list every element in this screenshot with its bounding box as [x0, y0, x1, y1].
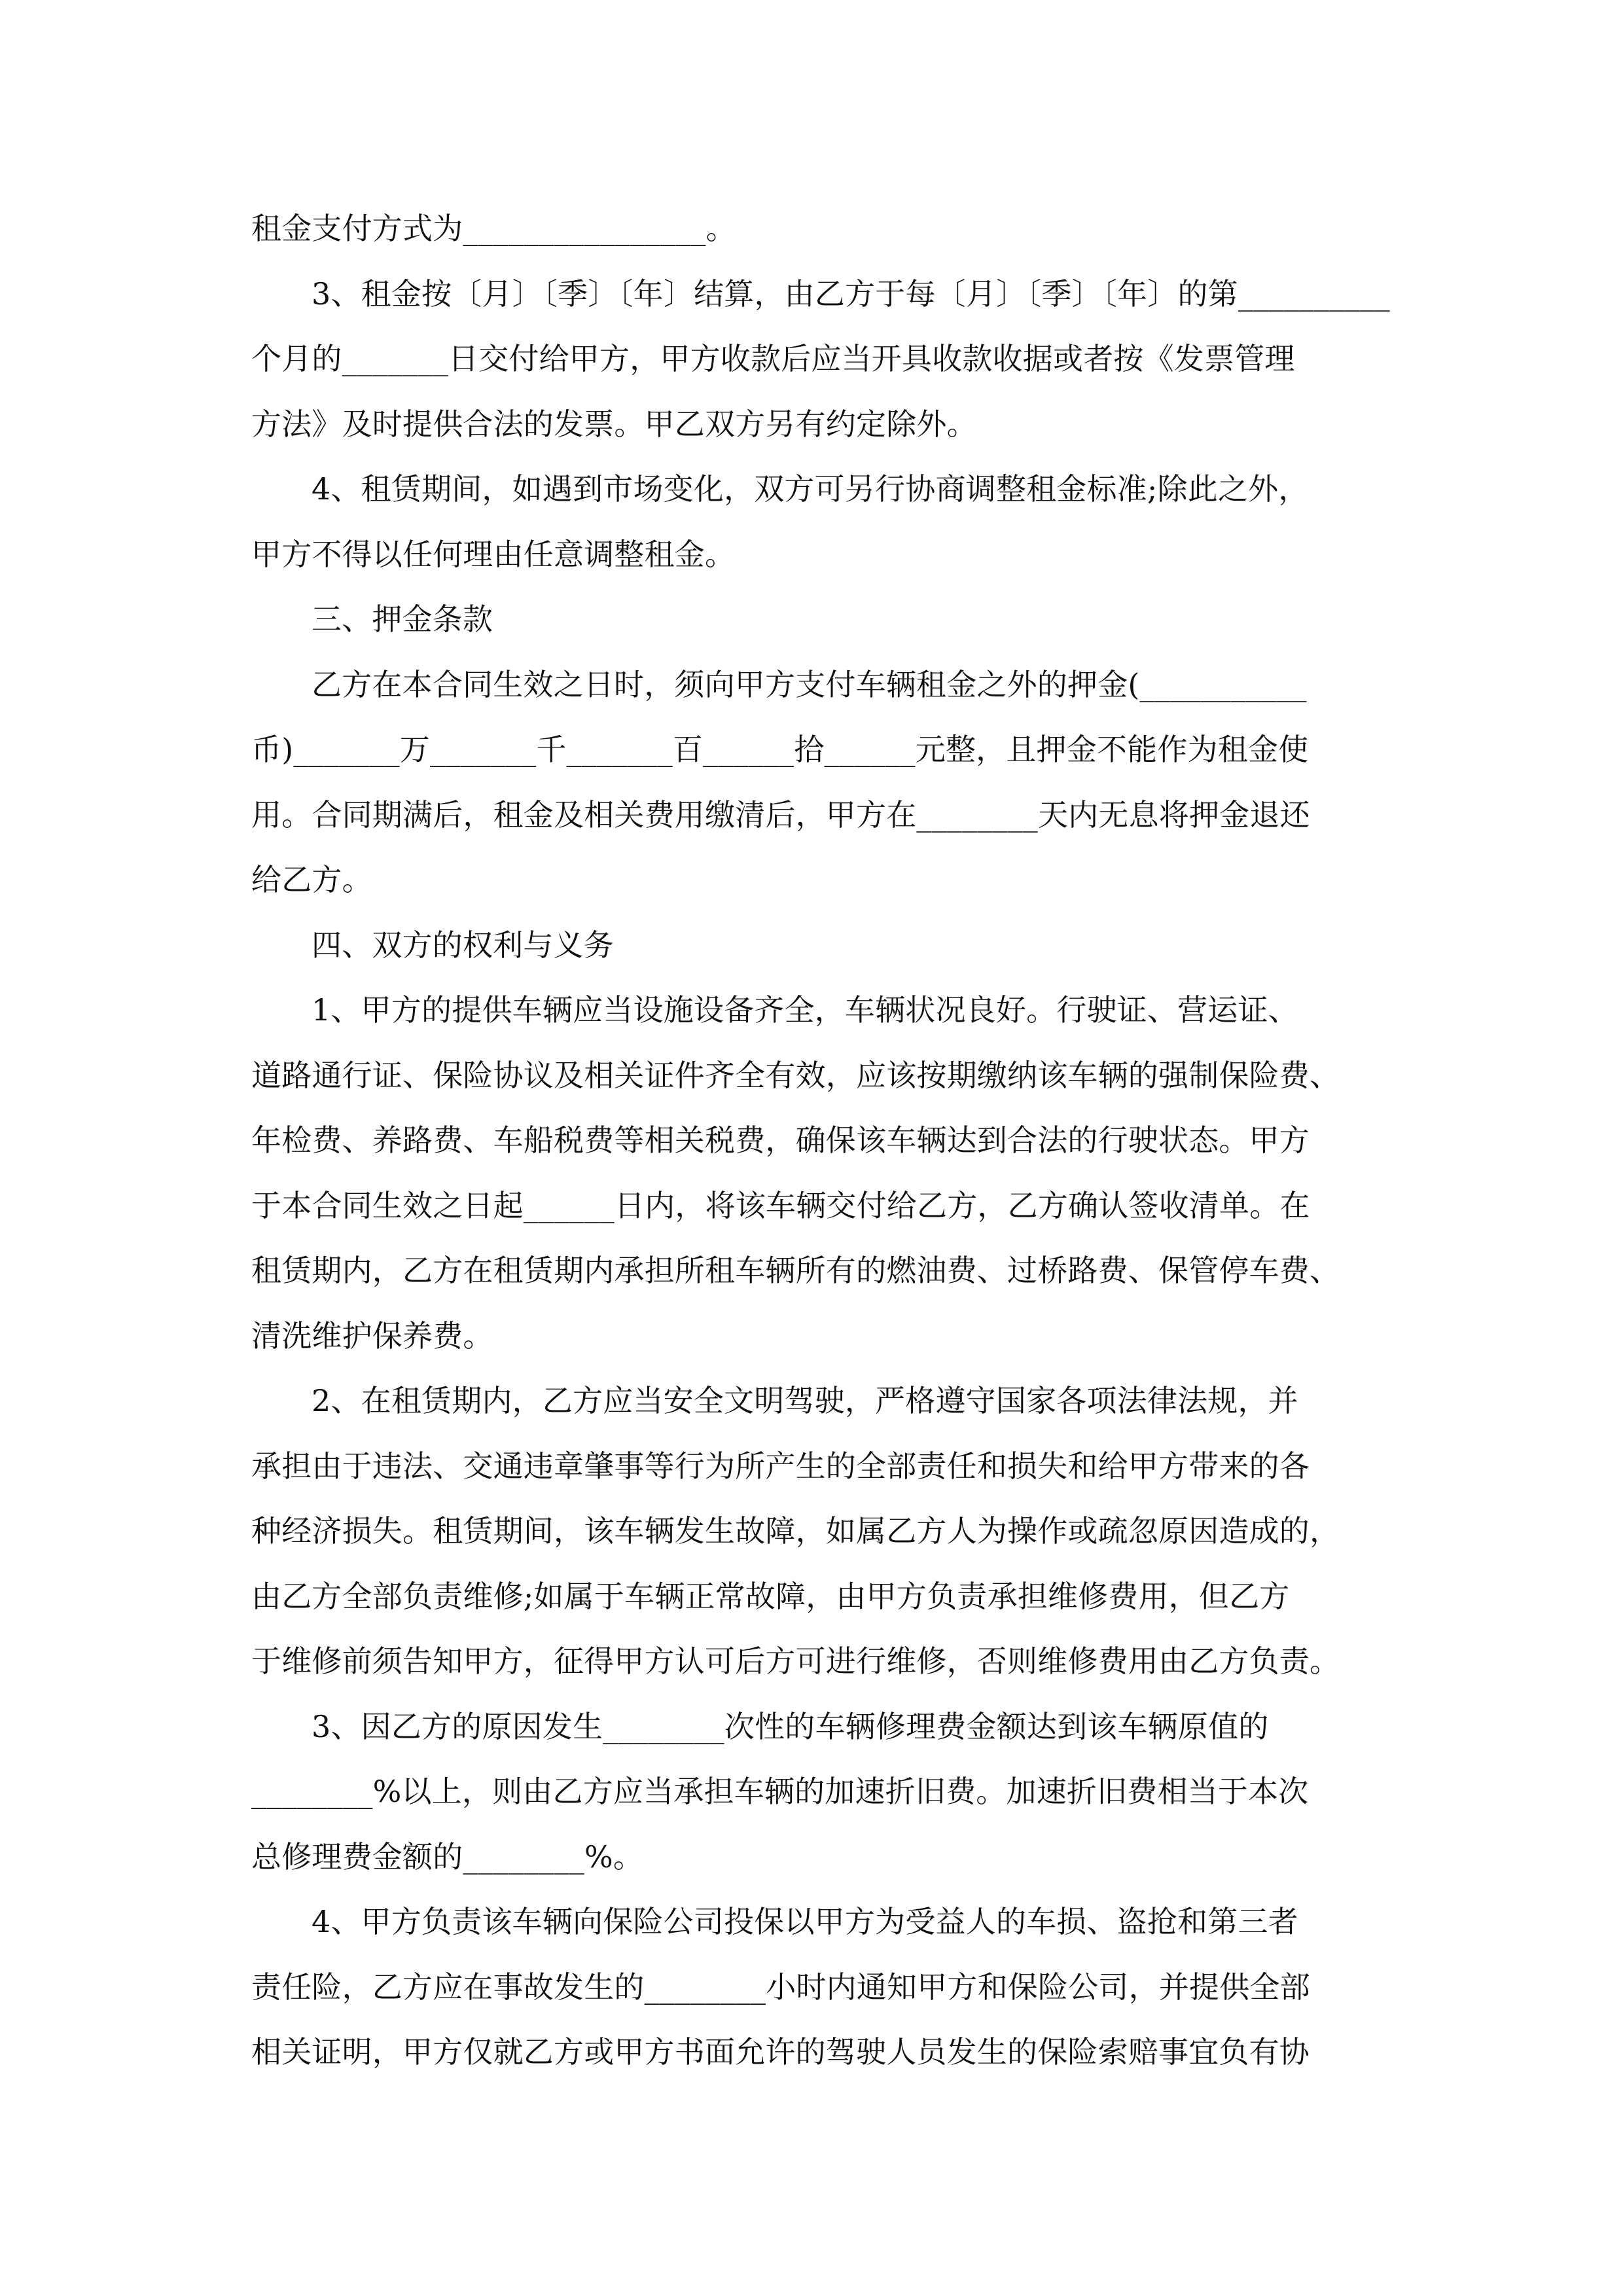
section-heading: 三、押金条款	[312, 601, 493, 637]
text-line: 道路通行证、保险协议及相关证件齐全有效，应该按期缴纳该车辆的强制保险费、	[251, 1057, 1340, 1093]
text-line: 于本合同生效之日起______日内，将该车辆交付给乙方，乙方确认签收清单。在	[251, 1187, 1310, 1223]
text-line: 个月的_______日交付给甲方，甲方收款后应当开具收款收据或者按《发票管理	[251, 341, 1295, 376]
text-line: 总修理费金额的________%。	[251, 1839, 644, 1874]
text-line: 4、租赁期间，如遇到市场变化，双方可另行协商调整租金标准;除此之外，	[312, 471, 1309, 507]
text-line: 4、甲方负责该车辆向保险公司投保以甲方为受益人的车损、盗抢和第三者	[312, 1904, 1298, 1939]
text-line: 清洗维护保养费。	[251, 1318, 493, 1354]
text-line: 相关证明，甲方仅就乙方或甲方书面允许的驾驶人员发生的保险索赔事宜负有协	[251, 2034, 1310, 2070]
text-line: 责任险，乙方应在事故发生的________小时内通知甲方和保险公司，并提供全部	[251, 1969, 1310, 2005]
text-line: 于维修前须告知甲方，征得甲方认可后方可进行维修，否则维修费用由乙方负责。	[251, 1643, 1340, 1679]
text-line: 给乙方。	[251, 862, 372, 897]
document-body	[251, 196, 1397, 2085]
text-line: 3、租金按〔月〕〔季〕〔年〕结算，由乙方于每〔月〕〔季〕〔年〕的第__________	[312, 276, 1390, 312]
text-line: 2、在租赁期内，乙方应当安全文明驾驶，严格遵守国家各项法律法规，并	[312, 1383, 1298, 1418]
text-line: 用。合同期满后，租金及相关费用缴清后，甲方在________天内无息将押金退还	[251, 797, 1310, 833]
text-line: 租赁期内，乙方在租赁期内承担所租车辆所有的燃油费、过桥路费、保管停车费、	[251, 1253, 1340, 1288]
text-line: 由乙方全部负责维修;如属于车辆正常故障，由甲方负责承担维修费用，但乙方	[251, 1578, 1290, 1614]
text-line: 年检费、养路费、车船税费等相关税费，确保该车辆达到合法的行驶状态。甲方	[251, 1122, 1310, 1158]
text-line: 方法》及时提供合法的发票。甲乙双方另有约定除外。	[251, 406, 977, 442]
text-line: 1、甲方的提供车辆应当设施设备齐全，车辆状况良好。行驶证、营运证、	[312, 992, 1298, 1028]
text-line: 甲方不得以任何理由任意调整租金。	[251, 536, 736, 572]
text-line: 乙方在本合同生效之日时，须向甲方支付车辆租金之外的押金(___________	[312, 666, 1307, 702]
text-line: 币)_______万_______千_______百______拾______元整，且押金不能作为租金使	[251, 732, 1309, 767]
text-line: 种经济损失。租赁期间，该车辆发生故障，如属乙方人为操作或疏忽原因造成的，	[251, 1513, 1340, 1549]
text-line: 3、因乙方的原因发生________次性的车辆修理费金额达到该车辆原值的	[312, 1708, 1269, 1744]
section-heading: 四、双方的权利与义务	[312, 927, 614, 963]
text-line: 租金支付方式为________________。	[251, 211, 736, 246]
text-line: ________%以上，则由乙方应当承担车辆的加速折旧费。加速折旧费相当于本次	[251, 1774, 1309, 1809]
text-line: 承担由于违法、交通违章肇事等行为所产生的全部责任和损失和给甲方带来的各	[251, 1448, 1310, 1484]
